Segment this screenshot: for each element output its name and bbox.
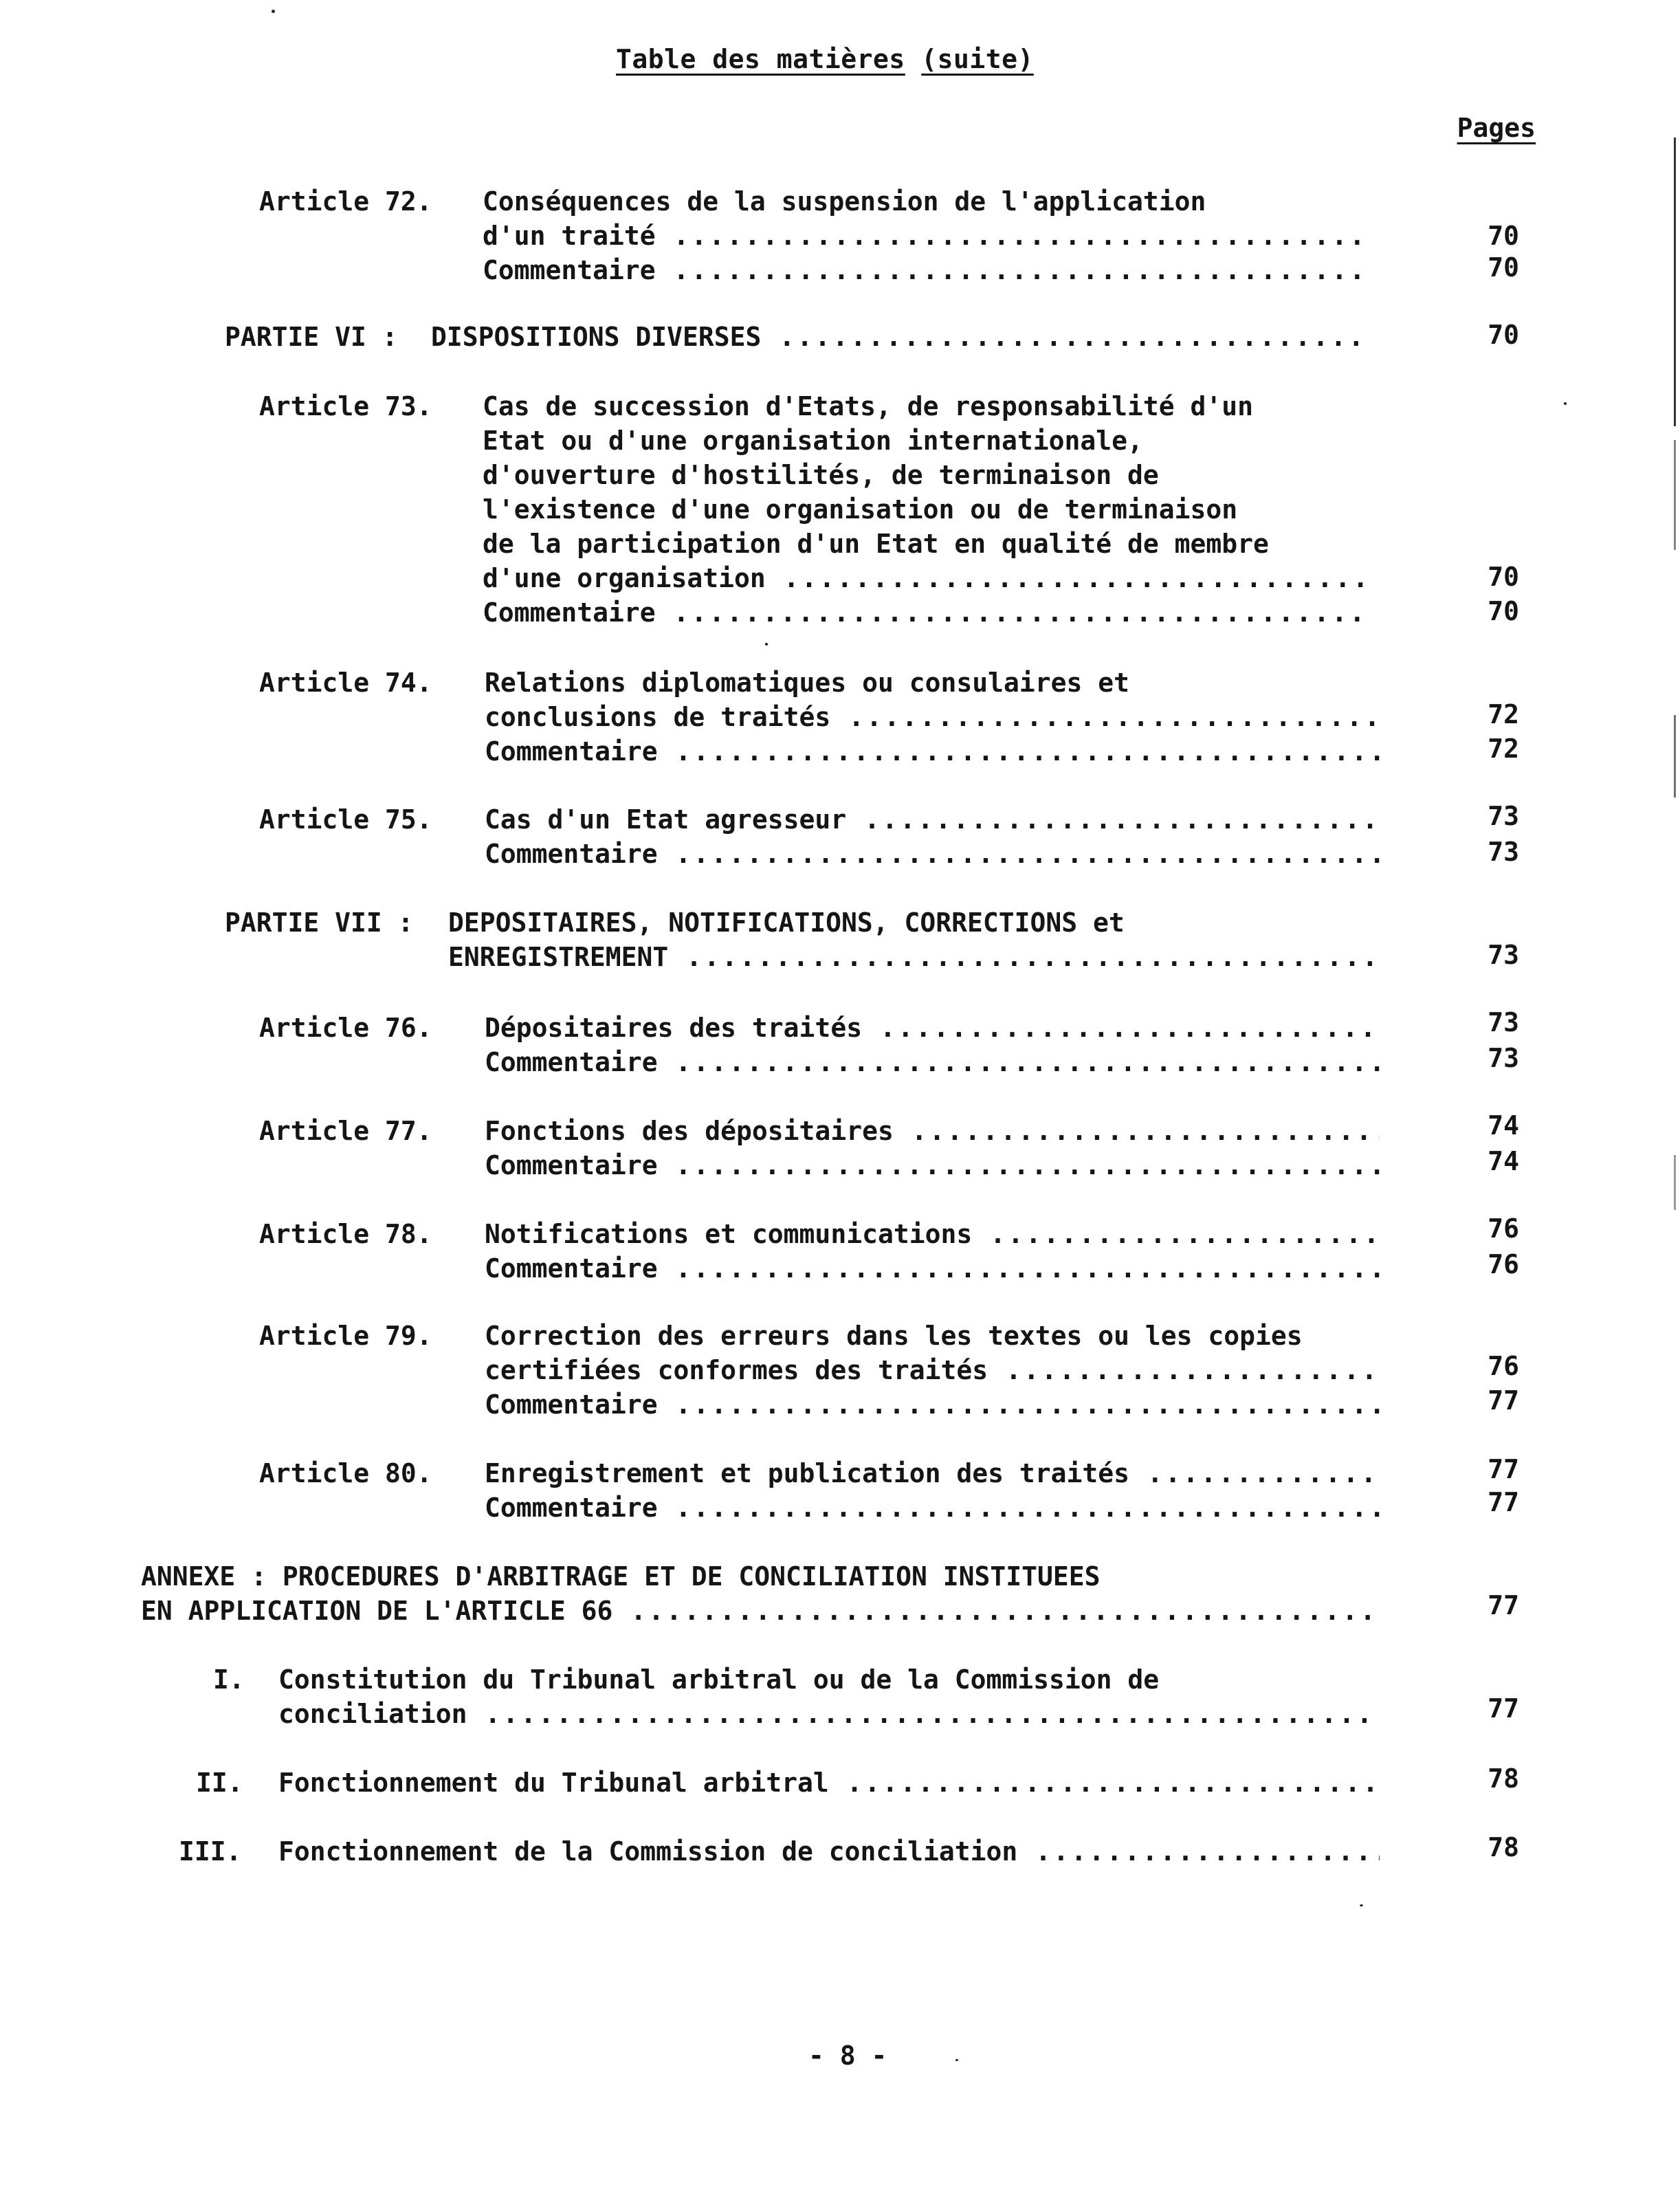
annex-heading: ANNEXE : PROCEDURES D'ARBITRAGE ET DE CONCILIATION INSTITUEES xyxy=(141,1561,1101,1592)
entry-text-leader: Fonctions des dépositaires ..... xyxy=(485,1114,1380,1148)
page-number: 73 xyxy=(1488,801,1519,831)
page-number: 73 xyxy=(1488,1007,1519,1037)
entry-text: Etat ou d'une organisation internationale, xyxy=(483,426,1143,456)
entry-label: Article 73. xyxy=(259,391,432,421)
commentaire-line: Commentaire ..... xyxy=(485,1148,1380,1182)
page-number: 74 xyxy=(1488,1110,1519,1141)
page-number: 76 xyxy=(1488,1213,1519,1244)
commentaire-line: Commentaire ..... xyxy=(485,1490,1380,1525)
section-heading-leader: ENREGISTREMENT ..... xyxy=(448,940,1380,974)
scan-edge-line xyxy=(1674,715,1676,798)
annex-item-text: Constitution du Tribunal arbitral ou de la Commission de xyxy=(278,1664,1160,1695)
commentaire-line: Commentaire ..... xyxy=(485,734,1380,769)
scan-edge-line xyxy=(1674,440,1676,550)
annex-item-label: II. xyxy=(196,1768,243,1798)
title-main: Table des matières xyxy=(616,44,905,74)
entry-text-leader: Enregistrement et publication des traités ..... xyxy=(485,1456,1380,1490)
entry-label: Article 78. xyxy=(259,1219,432,1249)
entry-text: de la participation d'un Etat en qualité de membre xyxy=(483,529,1269,559)
annex-item-text-leader: conciliation ..... xyxy=(278,1697,1380,1731)
page-number: 78 xyxy=(1488,1832,1519,1862)
section-heading: DEPOSITAIRES, NOTIFICATIONS, CORRECTIONS et xyxy=(448,908,1125,938)
commentaire-line: Commentaire ..... xyxy=(483,253,1369,287)
commentaire-line: Commentaire ..... xyxy=(485,1387,1380,1422)
entry-label: Article 80. xyxy=(259,1458,432,1488)
page-number: 77 xyxy=(1488,1454,1519,1484)
entry-text-leader: Cas d'un Etat agresseur ..... xyxy=(485,802,1380,837)
entry-text: Relations diplomatiques ou consulaires et xyxy=(485,668,1129,698)
scan-edge-line xyxy=(1674,138,1676,426)
scan-speck xyxy=(1564,402,1567,405)
page-number: 73 xyxy=(1488,940,1519,970)
scan-speck xyxy=(1360,1904,1363,1906)
entry-text: Conséquences de la suspension de l'application xyxy=(483,186,1206,217)
entry-label: Article 77. xyxy=(259,1116,432,1146)
entry-text-leader: d'un traité ..... xyxy=(483,219,1369,253)
annex-item-text-leader: Fonctionnement de la Commission de conciliation ..... xyxy=(278,1834,1380,1869)
page-number: 74 xyxy=(1488,1146,1519,1176)
page-number: 72 xyxy=(1488,734,1519,764)
entry-label: Article 79. xyxy=(259,1321,432,1351)
page-number: 73 xyxy=(1488,837,1519,867)
page-number: 70 xyxy=(1488,320,1519,350)
page-number: 77 xyxy=(1488,1693,1519,1724)
annex-heading-leader: EN APPLICATION DE L'ARTICLE 66 ..... xyxy=(141,1594,1380,1628)
page-footer: - 8 - xyxy=(808,2040,887,2071)
title-suffix: (suite) xyxy=(921,44,1034,74)
section-label: PARTIE VII : xyxy=(225,908,414,938)
page-number: 70 xyxy=(1488,596,1519,626)
commentaire-line: Commentaire ..... xyxy=(485,837,1380,871)
page-title xyxy=(616,44,1034,74)
commentaire-line: Commentaire ..... xyxy=(485,1251,1380,1286)
entry-text-leader: d'une organisation ..... xyxy=(483,561,1369,595)
page-number: 77 xyxy=(1488,1487,1519,1517)
page-number: 77 xyxy=(1488,1590,1519,1620)
entry-label: Article 76. xyxy=(259,1013,432,1043)
entry-text: Correction des erreurs dans les textes ou les copies xyxy=(485,1321,1303,1351)
scan-speck xyxy=(765,643,768,646)
annex-item-label: I. xyxy=(213,1664,245,1695)
annex-item-text-leader: Fonctionnement du Tribunal arbitral ..... xyxy=(278,1766,1380,1800)
page-number: 76 xyxy=(1488,1249,1519,1279)
commentaire-line: Commentaire ..... xyxy=(485,1045,1380,1079)
page-number: 78 xyxy=(1488,1763,1519,1794)
section-heading: DISPOSITIONS DIVERSES ..... xyxy=(431,320,1369,354)
scan-speck xyxy=(955,2059,958,2061)
entry-text-leader: conclusions de traités ..... xyxy=(485,700,1380,734)
scan-speck xyxy=(272,10,275,13)
entry-text-leader: certifiées conformes des traités ..... xyxy=(485,1353,1380,1387)
section-label: PARTIE VI : xyxy=(225,322,398,352)
entry-text: l'existence d'une organisation ou de terminaison xyxy=(483,494,1238,525)
entry-label: Article 74. xyxy=(259,668,432,698)
scan-edge-line xyxy=(1674,1155,1676,1210)
entry-text-leader: Notifications et communications ..... xyxy=(485,1217,1380,1251)
entry-text: d'ouverture d'hostilités, de terminaison de xyxy=(483,460,1159,490)
entry-label: Article 72. xyxy=(259,186,432,217)
pages-column-header: Pages xyxy=(1457,113,1536,143)
page-number: 73 xyxy=(1488,1043,1519,1073)
commentaire-line: Commentaire ..... xyxy=(483,595,1369,630)
entry-text-leader: Dépositaires des traités ..... xyxy=(485,1011,1380,1045)
page-number: 70 xyxy=(1488,221,1519,251)
entry-text: Cas de succession d'Etats, de responsabilité d'un xyxy=(483,391,1254,421)
entry-label: Article 75. xyxy=(259,804,432,835)
page-number: 72 xyxy=(1488,699,1519,729)
page-number: 70 xyxy=(1488,252,1519,283)
page-number: 77 xyxy=(1488,1385,1519,1416)
page-number: 76 xyxy=(1488,1351,1519,1381)
annex-item-label: III. xyxy=(179,1836,242,1867)
page-number: 70 xyxy=(1488,562,1519,592)
